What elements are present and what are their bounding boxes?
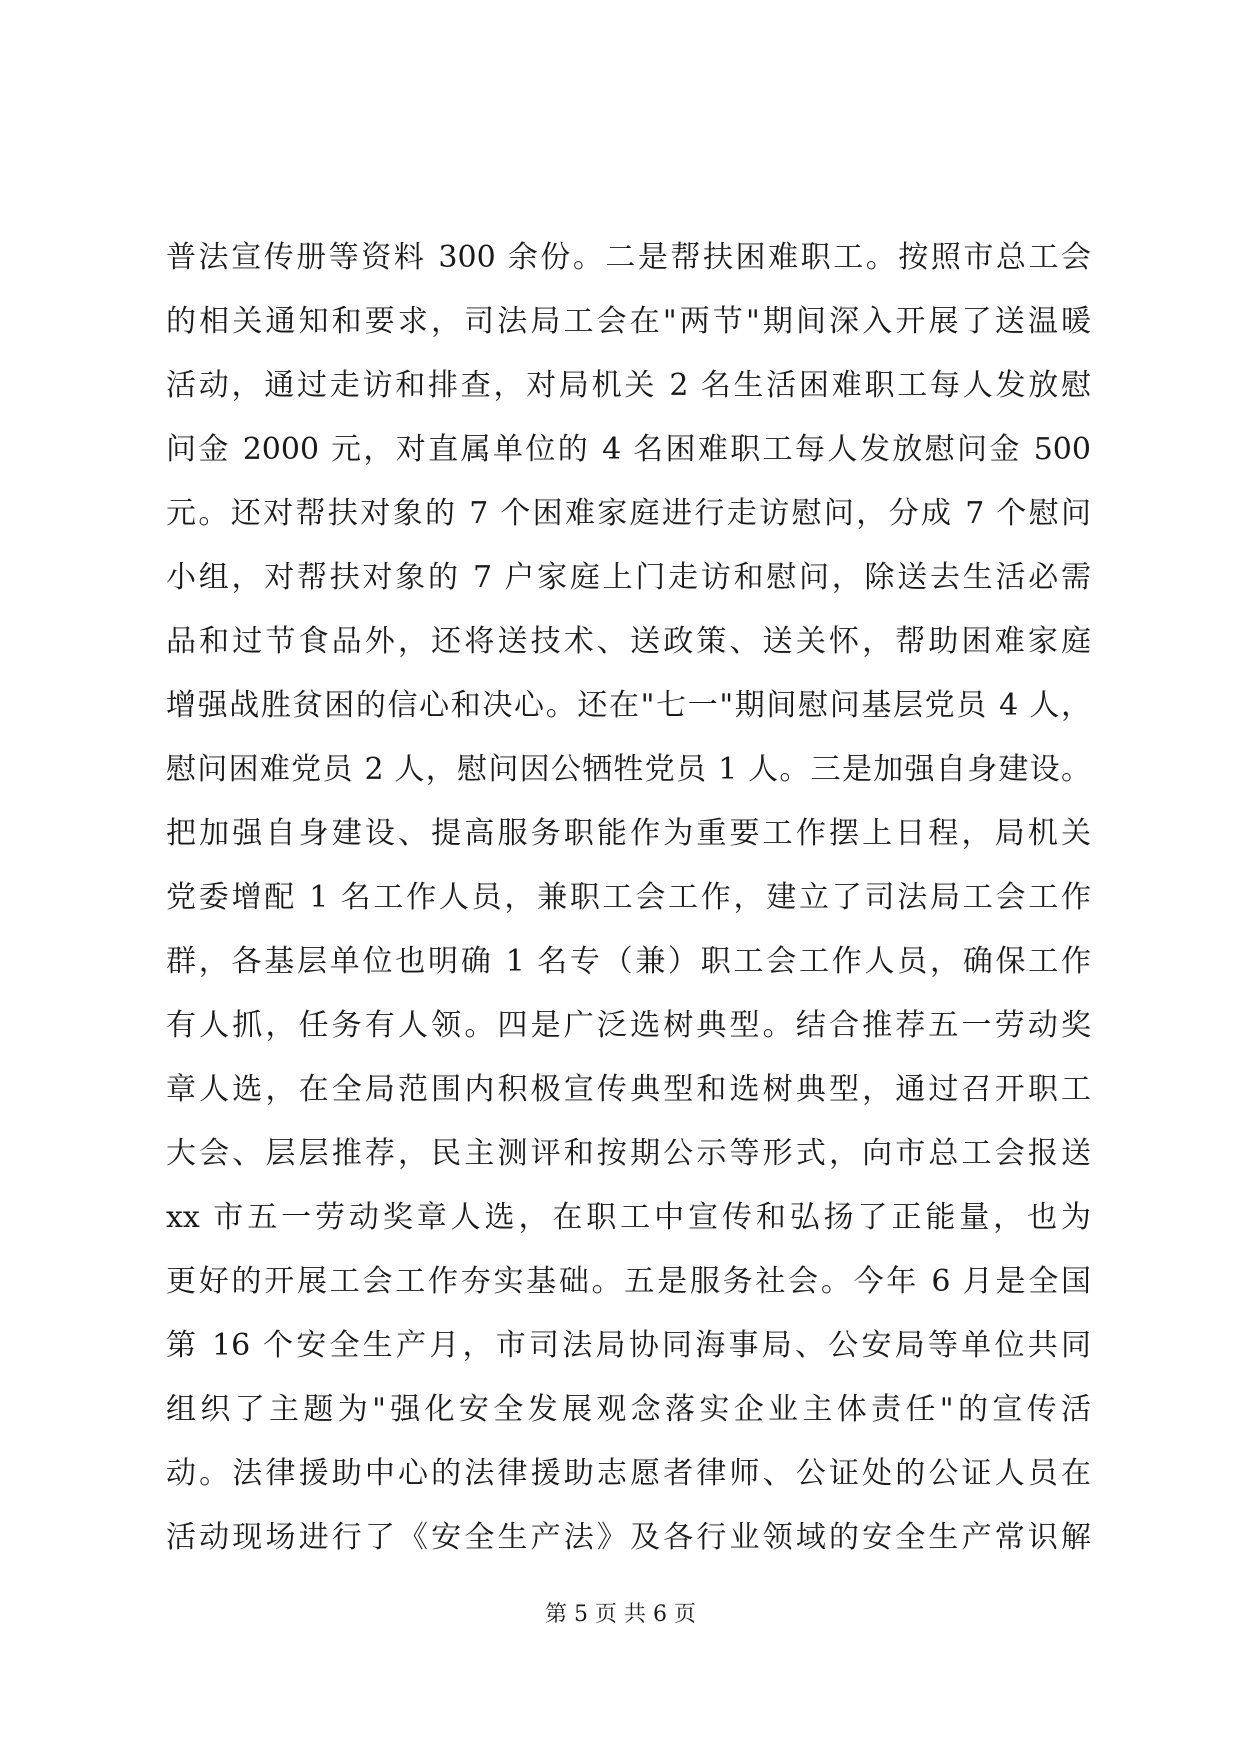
text-line: 增强战胜贫困的信心和决心。还在"七一"期间慰问基层党员 4 人， [166,688,1091,723]
text-line: 有人抓，任务有人领。四是广泛选树典型。结合推荐五一劳动奖 [166,1008,1091,1043]
text-line: 群，各基层单位也明确 1 名专（兼）职工会工作人员，确保工作 [166,944,1091,979]
text-line: 问金 2000 元，对直属单位的 4 名困难职工每人发放慰问金 500 [166,432,1091,467]
text-line: 活动现场进行了《安全生产法》及各行业领域的安全生产常识解 [166,1520,1091,1555]
text-line: 第 16 个安全生产月，市司法局协同海事局、公安局等单位共同 [166,1328,1091,1363]
text-line: 品和过节食品外，还将送技术、送政策、送关怀，帮助困难家庭 [166,624,1091,659]
text-line: 元。还对帮扶对象的 7 个困难家庭进行走访慰问，分成 7 个慰问 [166,496,1091,531]
text-line: 慰问困难党员 2 人，慰问因公牺牲党员 1 人。三是加强自身建设。 [166,752,1091,787]
text-line: xx 市五一劳动奖章人选，在职工中宣传和弘扬了正能量，也为 [166,1200,1091,1235]
text-line: 章人选，在全局范围内积极宣传典型和选树典型，通过召开职工 [166,1072,1091,1107]
text-line: 活动，通过走访和排查，对局机关 2 名生活困难职工每人发放慰 [166,368,1091,403]
page-number-footer: 第 5 页 共 6 页 [545,1602,696,1627]
text-line: 普法宣传册等资料 300 余份。二是帮扶困难职工。按照市总工会 [166,240,1091,275]
text-line: 小组，对帮扶对象的 7 户家庭上门走访和慰问，除送去生活必需 [166,560,1091,595]
text-line: 大会、层层推荐，民主测评和按期公示等形式，向市总工会报送 [166,1136,1091,1171]
text-line: 党委增配 1 名工作人员，兼职工会工作，建立了司法局工会工作 [166,880,1091,915]
text-line: 把加强自身建设、提高服务职能作为重要工作摆上日程，局机关 [166,816,1091,851]
text-line: 更好的开展工会工作夯实基础。五是服务社会。今年 6 月是全国 [166,1264,1091,1299]
body-paragraph [166,226,1091,1570]
text-line: 的相关通知和要求，司法局工会在"两节"期间深入开展了送温暖 [166,304,1091,339]
text-line: 组织了主题为"强化安全发展观念落实企业主体责任"的宣传活 [166,1392,1091,1427]
text-line: 动。法律援助中心的法律援助志愿者律师、公证处的公证人员在 [166,1456,1091,1491]
